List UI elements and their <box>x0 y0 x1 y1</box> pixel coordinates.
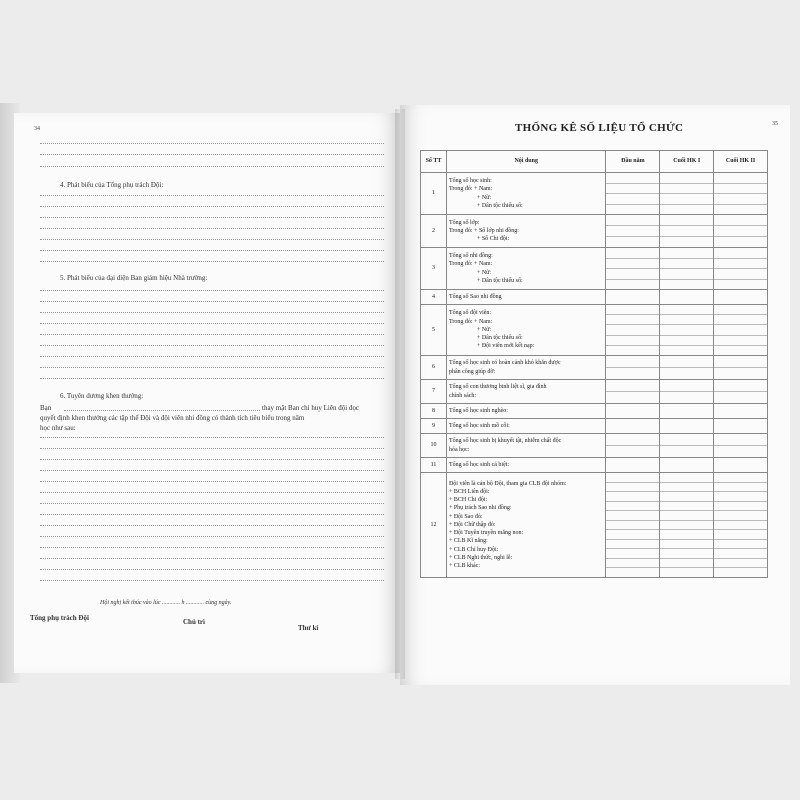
entry-cell[interactable] <box>606 356 660 380</box>
row-content-line: + BCH Liên đội: <box>448 489 490 496</box>
entry-cell[interactable] <box>714 305 768 356</box>
entry-subcell[interactable] <box>660 315 713 325</box>
entry-subcell[interactable] <box>714 315 767 325</box>
writing-line <box>40 367 384 368</box>
signature-secretary: Thư kí <box>298 624 319 632</box>
row-number: 10 <box>421 434 447 458</box>
entry-subcell[interactable] <box>606 194 659 205</box>
entry-subcell[interactable] <box>606 502 659 512</box>
entry-subcell[interactable] <box>714 530 767 540</box>
row-content-line: Trong đó: + Nam: <box>448 318 493 325</box>
row-content <box>446 248 606 290</box>
entry-subcell[interactable] <box>660 568 713 577</box>
entry-subcell[interactable] <box>714 173 767 184</box>
row-content-line: hóa học: <box>448 446 470 453</box>
entry-subcell[interactable] <box>714 483 767 493</box>
entry-subcell[interactable] <box>714 392 767 403</box>
row-content-line: + Nữ: <box>476 194 492 201</box>
writing-line <box>40 378 384 379</box>
entry-subcell[interactable] <box>660 511 713 521</box>
row-content <box>446 356 606 380</box>
row-number: 12 <box>421 473 447 578</box>
entry-subcell[interactable] <box>606 511 659 521</box>
entry-subcell[interactable] <box>660 368 713 379</box>
entry-cell[interactable] <box>606 473 660 578</box>
entry-cell[interactable] <box>660 215 714 248</box>
row-content <box>446 404 606 419</box>
writing-line <box>40 228 384 229</box>
entry-subcell[interactable] <box>714 280 767 290</box>
entry-cell[interactable] <box>714 473 768 578</box>
entry-subcell[interactable] <box>606 492 659 502</box>
signature-chair: Chủ trì <box>183 618 205 626</box>
entry-subcell[interactable] <box>714 248 767 259</box>
entry-cell[interactable] <box>714 458 768 473</box>
entry-subcell[interactable] <box>606 540 659 550</box>
entry-cell[interactable] <box>714 215 768 248</box>
table-row <box>421 305 768 356</box>
entry-subcell[interactable] <box>714 305 767 315</box>
writing-line <box>40 437 384 438</box>
col-content: Nội dung <box>446 151 606 173</box>
writing-line <box>40 206 384 207</box>
entry-subcell[interactable] <box>660 521 713 531</box>
row-number: 5 <box>421 305 447 356</box>
row-content-line: Tổng số học sinh nghèo: <box>448 407 508 414</box>
entry-subcell[interactable] <box>606 568 659 577</box>
entry-subcell[interactable] <box>606 248 659 259</box>
entry-subcell[interactable] <box>606 336 659 346</box>
writing-line <box>40 569 384 570</box>
row-number: 3 <box>421 248 447 290</box>
row-number: 11 <box>421 458 447 473</box>
row-content-line: Tổng số học sinh mồ côi: <box>448 422 510 429</box>
entry-subcell[interactable] <box>660 325 713 335</box>
writing-line <box>40 492 384 493</box>
entry-subcell[interactable] <box>606 368 659 379</box>
row-content-line: Tổng số lớp: <box>448 219 480 226</box>
entry-subcell[interactable] <box>714 434 767 446</box>
table-row <box>421 173 768 215</box>
col-end-hk1: Cuối HK I <box>660 151 714 173</box>
entry-cell[interactable] <box>660 290 714 305</box>
writing-line <box>40 166 384 167</box>
entry-cell[interactable] <box>606 404 660 419</box>
entry-subcell[interactable] <box>606 237 659 247</box>
row-content <box>446 458 606 473</box>
row-content-line: phân công giúp đỡ: <box>448 368 496 375</box>
table-header-row <box>421 151 768 173</box>
heading-principal-speech: 5. Phát biểu của đại diện Ban giám hiệu Nhà trường: <box>60 274 208 282</box>
row-number: 7 <box>421 380 447 404</box>
row-content-line: + CLB Kĩ năng: <box>448 538 488 545</box>
commend-line-2: quyết định khen thưởng các tập thể Đội và đội viên nhi đồng có thành tích tiêu biểu trong năm <box>40 414 305 422</box>
entry-subcell[interactable] <box>660 305 713 315</box>
entry-cell[interactable] <box>660 458 714 473</box>
writing-line <box>40 334 384 335</box>
row-content <box>446 380 606 404</box>
entry-subcell[interactable] <box>660 259 713 270</box>
entry-subcell[interactable] <box>714 473 767 483</box>
entry-subcell[interactable] <box>660 392 713 403</box>
writing-line <box>40 558 384 559</box>
row-content-line: + Dân tộc thiểu số: <box>476 202 523 209</box>
entry-subcell[interactable] <box>606 483 659 493</box>
row-content-line: + Phụ trách Sao nhi đồng: <box>448 505 512 512</box>
entry-cell[interactable] <box>660 473 714 578</box>
entry-subcell[interactable] <box>606 184 659 195</box>
entry-subcell[interactable] <box>714 346 767 355</box>
entry-subcell[interactable] <box>714 205 767 215</box>
heading-tpt-speech: 4. Phát biểu của Tổng phụ trách Đội: <box>60 181 164 189</box>
row-content-line: + Nữ: <box>476 269 492 276</box>
entry-subcell[interactable] <box>660 226 713 237</box>
entry-subcell[interactable] <box>660 336 713 346</box>
entry-subcell[interactable] <box>714 356 767 368</box>
table-row <box>421 215 768 248</box>
table-row <box>421 419 768 434</box>
entry-subcell[interactable] <box>606 346 659 355</box>
row-content-line: Tổng số nhi đồng: <box>448 253 493 260</box>
entry-subcell[interactable] <box>714 325 767 335</box>
row-content-line: + Dân tộc thiểu số: <box>476 335 523 342</box>
writing-line <box>40 143 384 144</box>
row-content-line: + Dân tộc thiểu số: <box>476 277 523 284</box>
row-content-line: Đội viên là cán bộ Đội, tham gia CLB đội nhóm: <box>448 480 567 487</box>
entry-cell[interactable] <box>660 305 714 356</box>
col-stt: Số TT <box>421 151 447 173</box>
entry-cell[interactable] <box>606 434 660 458</box>
writing-line <box>40 345 384 346</box>
entry-subcell[interactable] <box>660 492 713 502</box>
writing-line <box>40 217 384 218</box>
entry-subcell[interactable] <box>606 259 659 270</box>
writing-line <box>40 459 384 460</box>
writing-line <box>40 250 384 251</box>
entry-subcell[interactable] <box>606 215 659 226</box>
entry-cell[interactable] <box>660 380 714 404</box>
row-content-line: + Nữ: <box>476 326 492 333</box>
row-content-line: + Đội viên mới kết nạp: <box>476 343 535 350</box>
writing-line <box>40 323 384 324</box>
row-content-line: + BCH Chi đội: <box>448 497 488 504</box>
row-content-line: + CLB Chỉ huy Đội: <box>448 546 499 553</box>
table-row <box>421 458 768 473</box>
left-page-number: 34 <box>34 126 40 132</box>
writing-line <box>40 536 384 537</box>
closing-line: Hội nghị kết thúc vào lúc ............ h ............ cùng ngày. <box>100 600 232 606</box>
row-content-line: + CLB khác: <box>448 562 480 569</box>
writing-line <box>40 525 384 526</box>
entry-subcell[interactable] <box>714 568 767 577</box>
commend-line-start: Bạn <box>40 404 52 412</box>
entry-subcell[interactable] <box>606 226 659 237</box>
entry-subcell[interactable] <box>660 280 713 290</box>
entry-subcell[interactable] <box>606 549 659 559</box>
row-content-line: + Đội Tuyên truyền măng non: <box>448 530 524 537</box>
table-row <box>421 434 768 458</box>
entry-subcell[interactable] <box>660 502 713 512</box>
entry-subcell[interactable] <box>660 483 713 493</box>
row-number: 9 <box>421 419 447 434</box>
table-row <box>421 380 768 404</box>
entry-subcell[interactable] <box>660 173 713 184</box>
entry-subcell[interactable] <box>606 280 659 290</box>
row-content-line: + Đội Sao đỏ: <box>448 513 483 520</box>
entry-cell[interactable] <box>606 173 660 215</box>
entry-subcell[interactable] <box>606 325 659 335</box>
entry-cell[interactable] <box>660 173 714 215</box>
entry-subcell[interactable] <box>714 259 767 270</box>
entry-subcell[interactable] <box>660 530 713 540</box>
entry-subcell[interactable] <box>606 269 659 280</box>
entry-subcell[interactable] <box>714 380 767 392</box>
entry-cell[interactable] <box>660 404 714 419</box>
entry-cell[interactable] <box>606 305 660 356</box>
entry-subcell[interactable] <box>714 511 767 521</box>
entry-cell[interactable] <box>714 434 768 458</box>
signature-tpt: Tổng phụ trách Đội <box>30 614 89 622</box>
row-content <box>446 173 606 215</box>
entry-subcell[interactable] <box>714 446 767 457</box>
entry-cell[interactable] <box>714 380 768 404</box>
entry-subcell[interactable] <box>606 473 659 483</box>
row-content-line: Trong đó: + Số lớp nhi đồng: <box>448 227 519 234</box>
row-number: 4 <box>421 290 447 305</box>
entry-cell[interactable] <box>660 356 714 380</box>
entry-subcell[interactable] <box>714 194 767 205</box>
entry-cell[interactable] <box>714 419 768 434</box>
entry-subcell[interactable] <box>714 336 767 346</box>
entry-subcell[interactable] <box>606 392 659 403</box>
entry-subcell[interactable] <box>714 184 767 195</box>
entry-subcell[interactable] <box>606 205 659 215</box>
entry-subcell[interactable] <box>606 521 659 531</box>
writing-line <box>40 503 384 504</box>
row-content-line: Tổng số học sinh bị khuyết tật, nhiễm chất độc <box>448 438 562 445</box>
row-content <box>446 434 606 458</box>
entry-subcell[interactable] <box>660 194 713 205</box>
entry-subcell[interactable] <box>606 446 659 457</box>
writing-line <box>40 470 384 471</box>
entry-subcell[interactable] <box>714 521 767 531</box>
entry-cell[interactable] <box>660 434 714 458</box>
entry-cell[interactable] <box>714 173 768 215</box>
table-row <box>421 290 768 305</box>
row-content-line: Tổng số đội viên: <box>448 310 492 317</box>
entry-subcell[interactable] <box>660 549 713 559</box>
entry-subcell[interactable] <box>660 434 713 446</box>
entry-subcell[interactable] <box>606 315 659 325</box>
book-gutter <box>395 109 405 679</box>
row-content <box>446 215 606 248</box>
entry-subcell[interactable] <box>714 540 767 550</box>
name-blank-line <box>64 410 260 411</box>
writing-line <box>40 239 384 240</box>
entry-subcell[interactable] <box>714 237 767 247</box>
writing-line <box>40 356 384 357</box>
table-row <box>421 248 768 290</box>
row-content-line: Tổng số Sao nhi đồng <box>448 293 502 300</box>
commend-line-end: thay mặt Ban chỉ huy Liên đội đọc <box>262 404 360 412</box>
row-content-line: Trong đó: + Nam: <box>448 186 493 193</box>
entry-subcell[interactable] <box>660 346 713 355</box>
right-page-number: 35 <box>772 121 778 127</box>
entry-cell[interactable] <box>606 419 660 434</box>
entry-subcell[interactable] <box>714 559 767 569</box>
entry-cell[interactable] <box>660 419 714 434</box>
entry-subcell[interactable] <box>660 269 713 280</box>
entry-subcell[interactable] <box>606 530 659 540</box>
row-content-line: + Số Chi đội: <box>476 236 510 243</box>
entry-subcell[interactable] <box>606 356 659 368</box>
entry-subcell[interactable] <box>660 380 713 392</box>
entry-subcell[interactable] <box>714 226 767 237</box>
col-start-year: Đầu năm <box>606 151 660 173</box>
writing-line <box>40 301 384 302</box>
row-number: 6 <box>421 356 447 380</box>
entry-cell[interactable] <box>714 404 768 419</box>
commend-line-3: học như sau: <box>40 424 76 432</box>
row-content-line: Tổng số học sinh cá biệt: <box>448 461 510 468</box>
entry-subcell[interactable] <box>606 559 659 569</box>
writing-line <box>40 514 384 515</box>
writing-line <box>40 448 384 449</box>
row-content <box>446 290 606 305</box>
row-number: 8 <box>421 404 447 419</box>
entry-cell[interactable] <box>606 458 660 473</box>
entry-subcell[interactable] <box>660 215 713 226</box>
stats-table <box>420 150 768 578</box>
row-content <box>446 305 606 356</box>
row-content <box>446 473 606 578</box>
entry-cell[interactable] <box>660 248 714 290</box>
entry-cell[interactable] <box>606 215 660 248</box>
entry-cell[interactable] <box>714 248 768 290</box>
row-content-line: Trong đó: + Nam: <box>448 261 493 268</box>
entry-subcell[interactable] <box>606 305 659 315</box>
entry-subcell[interactable] <box>714 215 767 226</box>
stats-title: THỐNG KÊ SỐ LIỆU TỔ CHỨC <box>515 122 684 134</box>
entry-subcell[interactable] <box>660 473 713 483</box>
writing-line <box>40 312 384 313</box>
entry-cell[interactable] <box>606 380 660 404</box>
row-content-line: Tổng số học sinh: <box>448 178 492 185</box>
row-number: 1 <box>421 173 447 215</box>
entry-subcell[interactable] <box>606 434 659 446</box>
writing-line <box>40 290 384 291</box>
entry-subcell[interactable] <box>660 356 713 368</box>
row-content-line: Tổng số con thương binh liệt sĩ, gia đình <box>448 384 547 391</box>
table-row <box>421 356 768 380</box>
entry-cell[interactable] <box>606 248 660 290</box>
row-content-line: Tổng số học sinh có hoàn cảnh khó khăn được <box>448 360 561 367</box>
writing-line <box>40 154 384 155</box>
writing-line <box>40 547 384 548</box>
entry-subcell[interactable] <box>660 559 713 569</box>
table-row <box>421 404 768 419</box>
writing-line <box>40 195 384 196</box>
entry-subcell[interactable] <box>714 368 767 379</box>
entry-cell[interactable] <box>714 290 768 305</box>
entry-subcell[interactable] <box>660 540 713 550</box>
entry-subcell[interactable] <box>660 446 713 457</box>
col-end-hk2: Cuối HK II <box>714 151 768 173</box>
heading-commendation: 6. Tuyên dương khen thưởng: <box>60 392 144 400</box>
writing-line <box>40 481 384 482</box>
row-number: 2 <box>421 215 447 248</box>
entry-subcell[interactable] <box>714 269 767 280</box>
writing-line <box>40 580 384 581</box>
entry-subcell[interactable] <box>660 237 713 247</box>
entry-subcell[interactable] <box>714 502 767 512</box>
entry-cell[interactable] <box>714 356 768 380</box>
entry-subcell[interactable] <box>606 380 659 392</box>
row-content-line: + Đội Chữ thập đỏ: <box>448 521 496 528</box>
entry-subcell[interactable] <box>660 184 713 195</box>
row-content-line: + CLB Nghi thức, nghi lễ: <box>448 554 513 561</box>
entry-subcell[interactable] <box>660 248 713 259</box>
row-content-line: chính sách: <box>448 392 477 399</box>
entry-cell[interactable] <box>606 290 660 305</box>
entry-subcell[interactable] <box>714 549 767 559</box>
entry-subcell[interactable] <box>606 173 659 184</box>
table-row <box>421 473 768 578</box>
entry-subcell[interactable] <box>660 205 713 215</box>
entry-subcell[interactable] <box>714 492 767 502</box>
writing-line <box>40 261 384 262</box>
row-content <box>446 419 606 434</box>
